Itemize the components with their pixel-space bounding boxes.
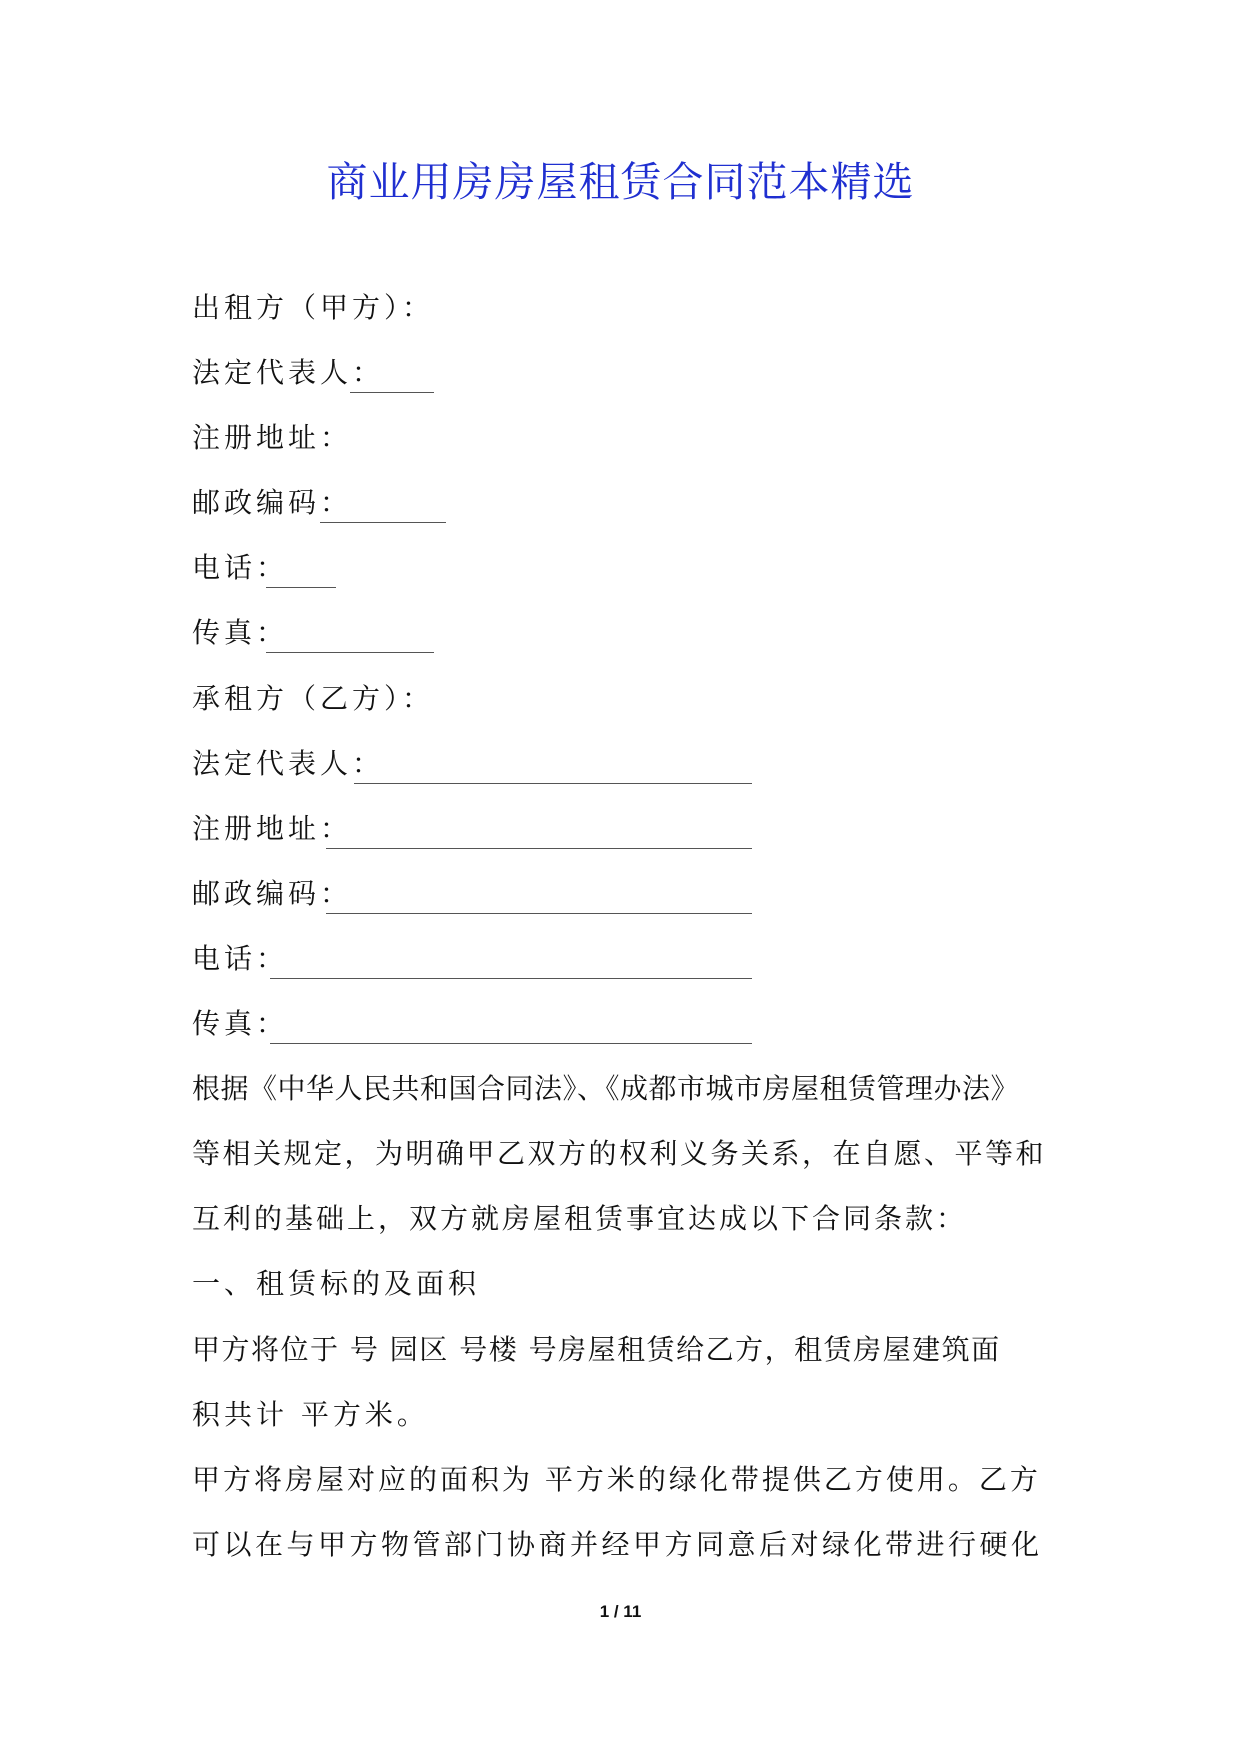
lessee-postcode-field <box>192 872 1062 937</box>
body-paragraph-line <box>192 1458 1062 1523</box>
lessor-heading <box>192 286 1062 351</box>
body-paragraph-line <box>192 1132 1062 1197</box>
lessor-address-field <box>192 416 1062 481</box>
line-text: 邮政编码： <box>192 876 353 910</box>
lessor-legal-rep-field <box>192 351 1062 416</box>
page-number: 1 / 11 <box>599 1602 642 1621</box>
lessee-address-field <box>192 807 1062 872</box>
lessee-legal-rep-field <box>192 742 1062 807</box>
line-text: 可以在与甲方物管部门协商并经甲方同意后对绿化带进行硬化 <box>192 1527 1043 1561</box>
blank-underline <box>266 546 336 590</box>
line-text: 法定代表人： <box>192 746 385 780</box>
lessor-fax-field <box>192 611 1062 676</box>
line-text: 等相关规定，为明确甲乙双方的权利义务关系，在自愿、平等和 <box>192 1137 1047 1171</box>
document-body <box>192 286 1062 1588</box>
body-paragraph-line <box>192 1523 1062 1588</box>
line-text: 甲方将位于 号 园区 号楼 号房屋租赁给乙方，租赁房屋建筑面 <box>192 1332 1001 1366</box>
body-paragraph-line <box>192 1393 1062 1458</box>
blank-underline <box>320 481 446 525</box>
line-text: 积共计 平方米。 <box>192 1397 429 1431</box>
line-text: 一、租赁标的及面积 <box>192 1267 481 1301</box>
blank-underline <box>350 351 434 395</box>
lessee-fax-field <box>192 1002 1062 1067</box>
line-text: 传真： <box>192 616 289 650</box>
body-paragraph-line <box>192 1197 1062 1262</box>
lessee-phone-field <box>192 937 1062 1002</box>
line-text: 传真： <box>192 1007 289 1041</box>
blank-underline <box>270 1002 752 1046</box>
lessee-heading <box>192 677 1062 742</box>
blank-underline <box>270 937 752 981</box>
line-text: 出租方（甲方）： <box>192 291 435 324</box>
line-text: 注册地址： <box>192 811 353 845</box>
line-text: 电话： <box>192 941 289 975</box>
line-text: 邮政编码： <box>192 486 353 520</box>
body-paragraph-line <box>192 1067 1062 1132</box>
document-title: 商业用房房屋租赁合同范本精选 <box>326 158 915 206</box>
lessor-phone-field <box>192 546 1062 611</box>
blank-underline <box>266 611 434 655</box>
line-text: 互利的基础上，双方就房屋租赁事宜达成以下合同条款： <box>192 1202 968 1236</box>
lessor-postcode-field <box>192 481 1062 546</box>
line-text: 法定代表人： <box>192 356 385 390</box>
section-heading <box>192 1262 1062 1327</box>
line-text: 甲方将房屋对应的面积为 平方米的绿化带提供乙方使用。乙方 <box>192 1462 1041 1496</box>
blank-underline <box>326 807 752 851</box>
blank-underline <box>354 742 752 786</box>
blank-underline <box>326 872 752 916</box>
line-text: 承租方（乙方）： <box>192 681 435 715</box>
line-text: 注册地址： <box>192 421 353 455</box>
body-paragraph-line <box>192 1328 1062 1393</box>
line-text: 根据《中华人民共和国合同法》、《成都市城市房屋租赁管理办法》 <box>192 1072 1020 1106</box>
line-text: 电话： <box>192 551 289 585</box>
